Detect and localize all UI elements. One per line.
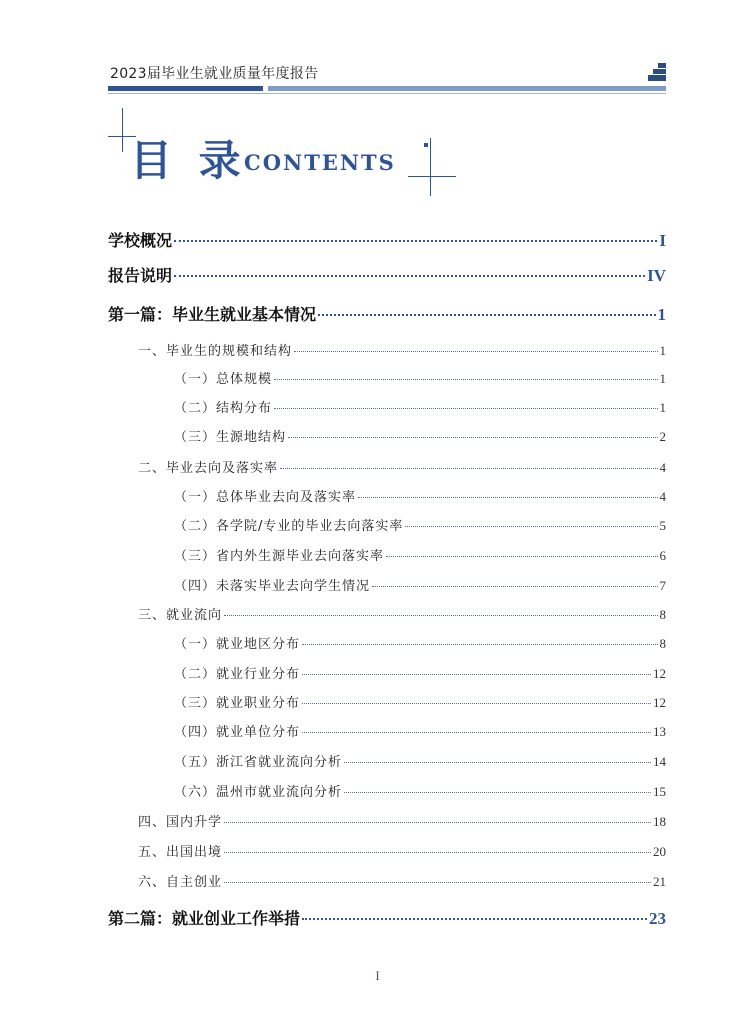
toc-entry-page: 1	[659, 371, 666, 386]
dot-leader	[358, 496, 657, 498]
toc-entry[interactable]	[174, 721, 666, 740]
dot-leader	[302, 702, 651, 704]
toc-entry-label: 学校概况	[108, 231, 173, 250]
dot-leader	[274, 378, 657, 380]
toc-entry-label: 六、自主创业	[138, 875, 223, 890]
toc-entry-page: IV	[647, 266, 666, 285]
toc-entry[interactable]	[138, 340, 666, 359]
toc-entry-page: 12	[653, 666, 666, 681]
dot-leader	[344, 761, 651, 763]
header-rule-thin	[108, 93, 666, 94]
toc-entry-label: （三）就业职业分布	[174, 696, 301, 711]
toc-entry-label: 五、出国出境	[138, 845, 223, 860]
toc-entry[interactable]	[174, 633, 666, 652]
toc-entry-label: （二）各学院/专业的毕业去向落实率	[174, 519, 404, 534]
blocks-logo-icon	[648, 63, 666, 81]
dot-leader	[294, 350, 657, 352]
toc-entry-label: （五）浙江省就业流向分析	[174, 755, 343, 770]
toc-entry-page: 1	[659, 400, 666, 415]
toc-entry-page: I	[659, 231, 666, 250]
toc-entry-page: 2	[659, 429, 666, 444]
toc-entry[interactable]	[138, 841, 666, 860]
toc-entry[interactable]	[138, 871, 666, 890]
toc-entry-page: 5	[659, 518, 666, 533]
crosshair-line	[122, 108, 123, 152]
dot-leader	[280, 467, 657, 469]
toc-heading	[108, 108, 458, 203]
toc-entry-label: 三、就业流向	[138, 608, 223, 623]
dot-leader	[174, 274, 645, 277]
dot-leader	[224, 821, 651, 823]
toc-entry[interactable]	[174, 368, 666, 387]
toc-entry-label: （六）温州市就业流向分析	[174, 785, 343, 800]
toc-entry-label: （三）生源地结构	[174, 430, 287, 445]
dot-leader	[302, 731, 651, 733]
toc-entry-page: 1	[659, 343, 666, 358]
toc-entry-label: 第二篇：就业创业工作举措	[108, 909, 301, 928]
toc-entry-label: 报告说明	[108, 266, 173, 285]
toc-entry-page: 4	[659, 460, 666, 475]
toc-entry-label: （四）未落实毕业去向学生情况	[174, 579, 371, 594]
toc-entry[interactable]	[174, 397, 666, 416]
toc-entry[interactable]	[108, 228, 666, 251]
toc-entry-page: 8	[659, 607, 666, 622]
toc-entry-label: （三）省内外生源毕业去向落实率	[174, 549, 385, 564]
toc-entry-label: 二、毕业去向及落实率	[138, 461, 279, 476]
toc-entry-label: 第一篇：毕业生就业基本情况	[108, 305, 317, 324]
toc-entry-page: 18	[653, 814, 666, 829]
dot-leader	[224, 851, 651, 853]
dot-leader	[302, 673, 651, 675]
toc-entry[interactable]	[174, 426, 666, 445]
toc-entry-page: 23	[649, 909, 666, 928]
toc-entry-page: 12	[653, 695, 666, 710]
toc-entry-page: 8	[659, 636, 666, 651]
toc-entry-label: 四、国内升学	[138, 815, 223, 830]
header-rule-light	[268, 86, 666, 91]
toc-entry-page: 14	[653, 754, 666, 769]
report-title: 2023届毕业生就业质量年度报告	[110, 66, 319, 82]
toc-entry-page: 21	[653, 874, 666, 889]
toc-entry-page: 1	[657, 305, 666, 324]
header-rule-dark	[108, 86, 263, 91]
toc-entry-page: 13	[653, 724, 666, 739]
dot-leader	[224, 614, 657, 616]
dot-leader	[274, 407, 657, 409]
toc-entry-label: （二）结构分布	[174, 401, 273, 416]
dot-leader	[174, 239, 657, 242]
toc-entry-page: 20	[653, 844, 666, 859]
toc-entry[interactable]	[174, 692, 666, 711]
dot-leader	[224, 881, 651, 883]
toc-entry[interactable]	[138, 604, 666, 623]
crosshair-line	[408, 176, 456, 177]
toc-entry-page: 7	[659, 578, 666, 593]
toc-entry[interactable]	[108, 906, 666, 929]
toc-entry[interactable]	[174, 781, 666, 800]
toc-entry-label: （一）总体规模	[174, 372, 273, 387]
dot-leader	[302, 917, 647, 920]
toc-entry[interactable]	[174, 545, 666, 564]
dot-leader	[344, 791, 651, 793]
toc-entry-page: 6	[659, 548, 666, 563]
page-number: I	[375, 968, 380, 983]
toc-entry-page: 4	[659, 489, 666, 504]
toc-entry[interactable]	[174, 515, 666, 534]
toc-entry[interactable]	[174, 663, 666, 682]
toc-entry[interactable]	[174, 751, 666, 770]
dot-leader	[386, 555, 657, 557]
dot-leader	[288, 436, 657, 438]
toc-entry-label: 一、毕业生的规模和结构	[138, 344, 293, 359]
toc-entry-label: （一）就业地区分布	[174, 637, 301, 652]
toc-title-english: CONTENTS	[244, 150, 396, 175]
crosshair-line	[430, 138, 431, 196]
toc-entry[interactable]	[138, 457, 666, 476]
square-dot-icon	[424, 143, 428, 147]
dot-leader	[302, 643, 657, 645]
toc-entry[interactable]	[138, 811, 666, 830]
toc-title-chinese: 目 录	[130, 136, 247, 185]
toc-entry-label: （四）就业单位分布	[174, 725, 301, 740]
dot-leader	[405, 525, 657, 527]
toc-entry[interactable]	[174, 486, 666, 505]
toc-entry[interactable]	[108, 263, 666, 286]
dot-leader	[372, 585, 657, 587]
toc-entry-label: （一）总体毕业去向及落实率	[174, 490, 357, 505]
toc-entry[interactable]	[108, 302, 666, 325]
dot-leader	[318, 313, 655, 316]
toc-entry-page: 15	[653, 784, 666, 799]
toc-entry-label: （二）就业行业分布	[174, 667, 301, 682]
toc-entry[interactable]	[174, 575, 666, 594]
